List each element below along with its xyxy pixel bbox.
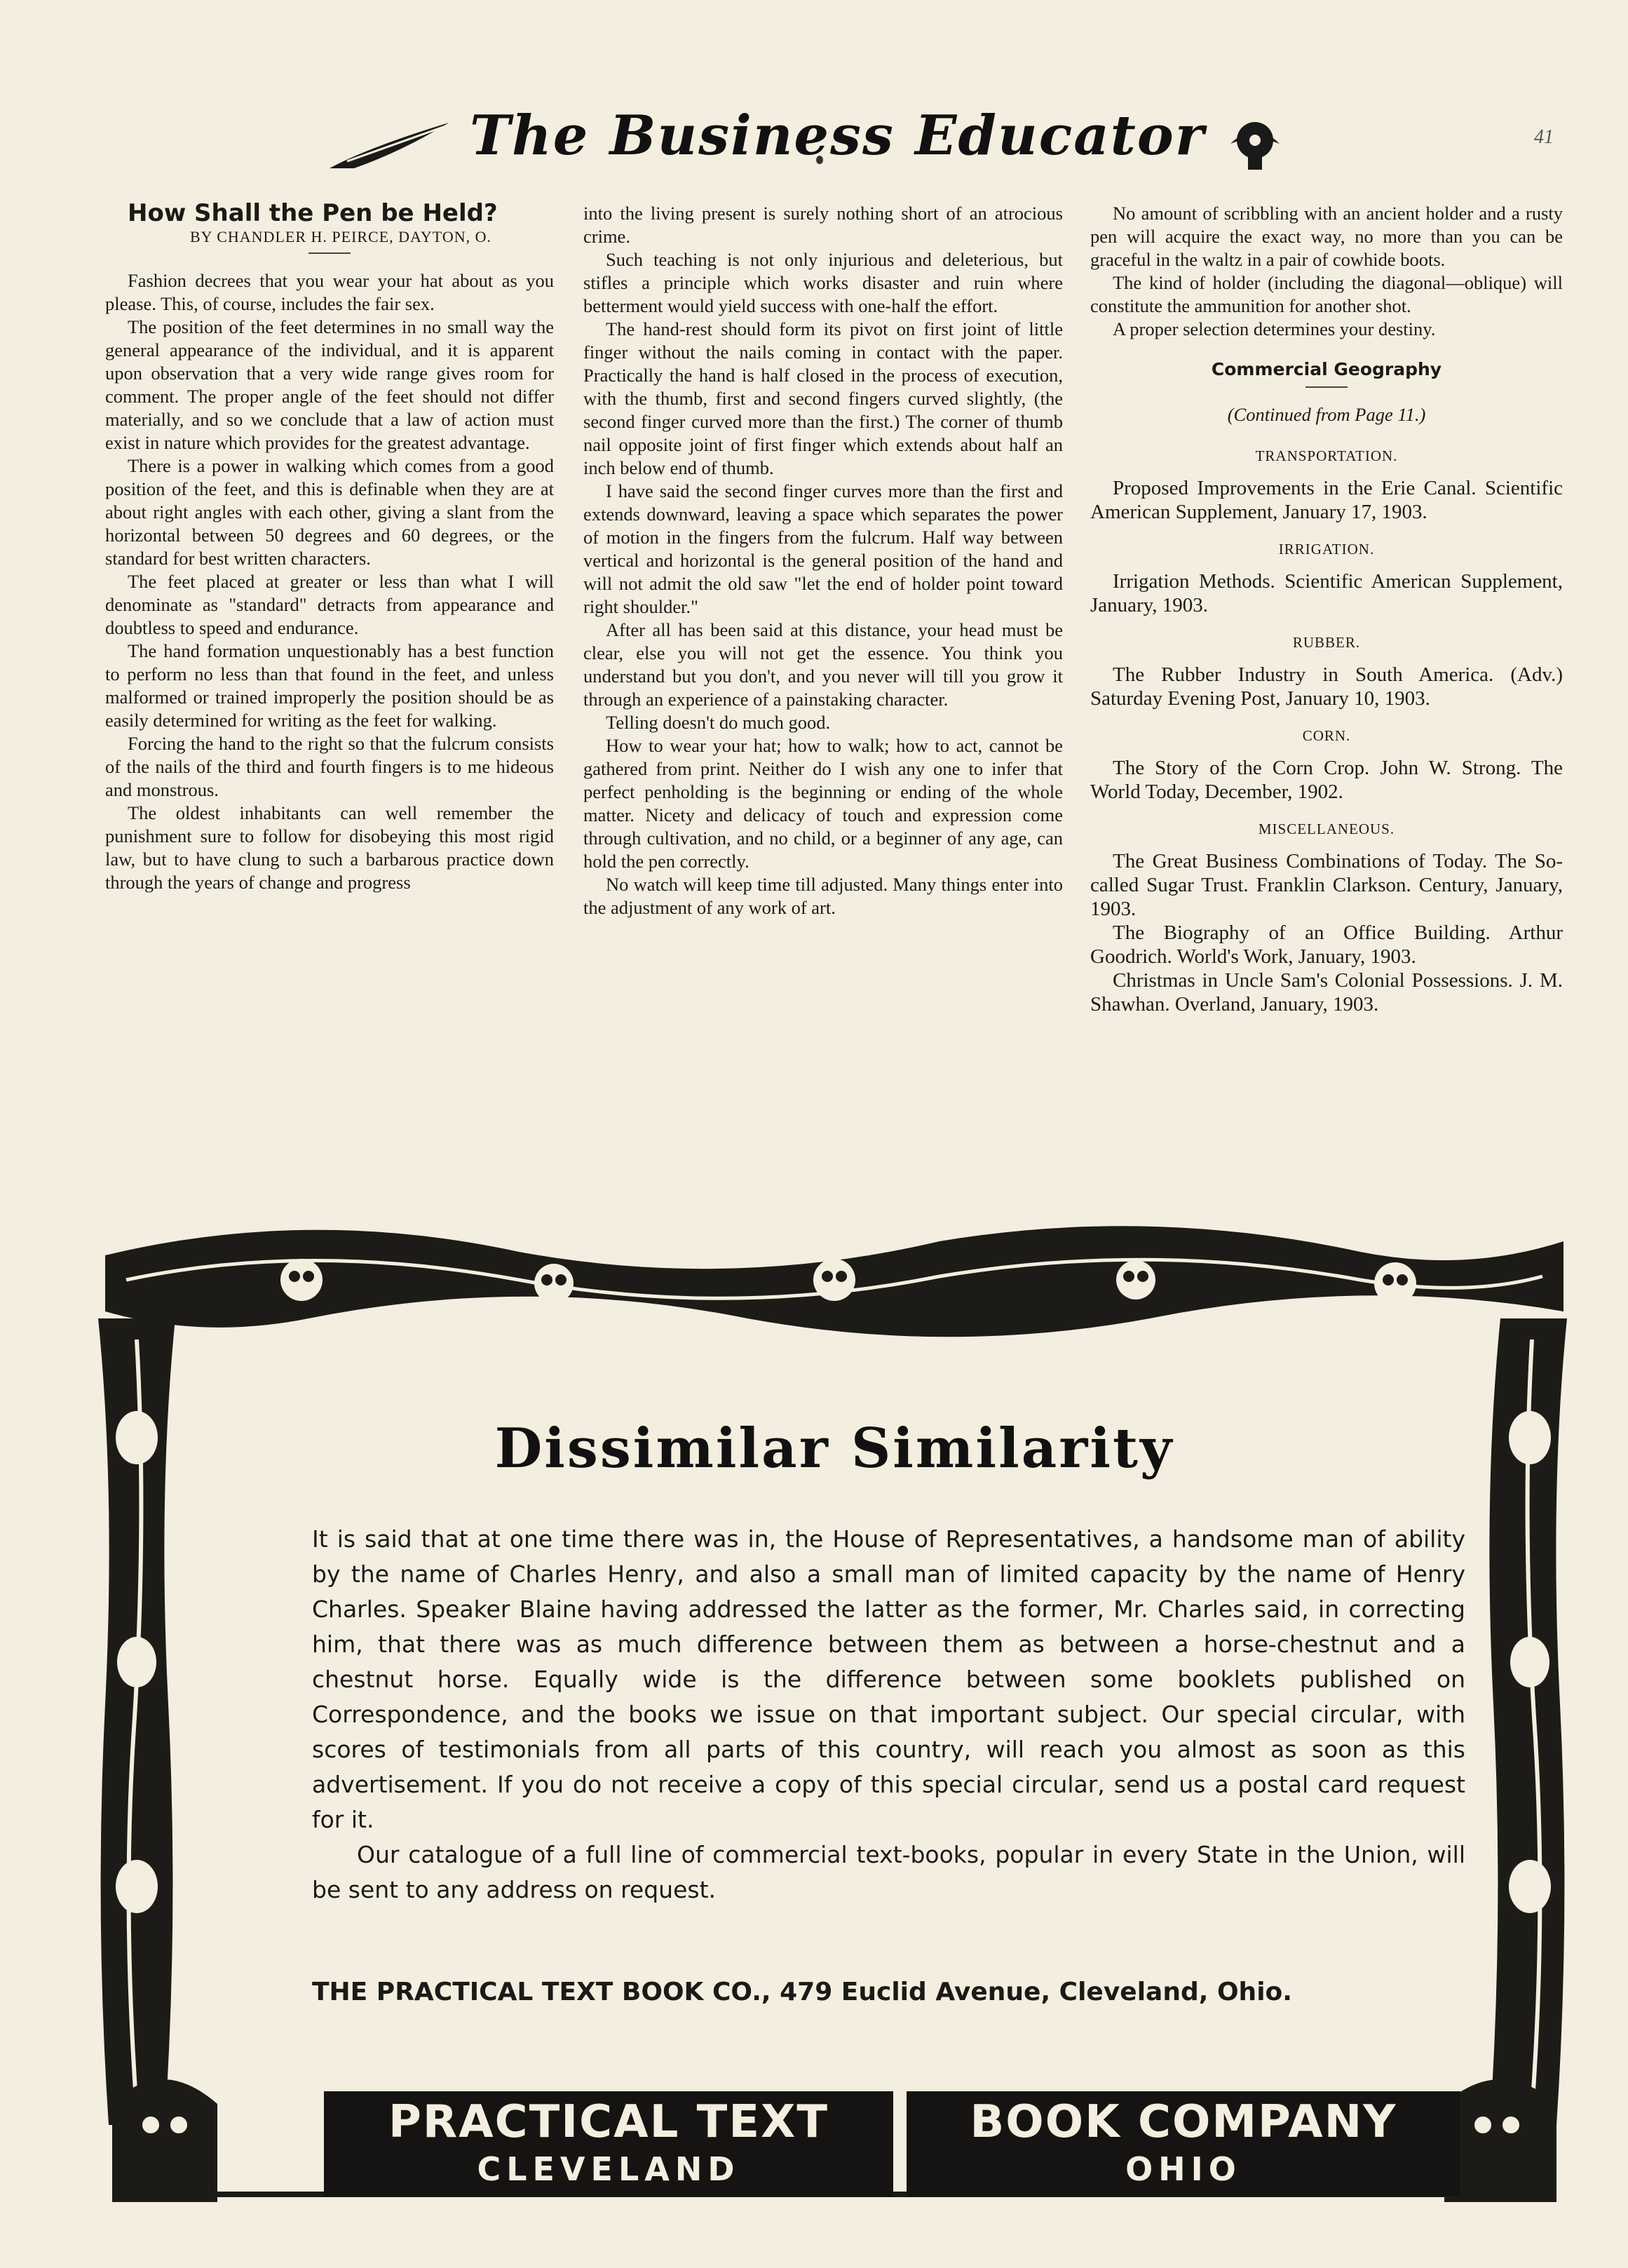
banner-left-top: PRACTICAL TEXT xyxy=(388,2096,829,2148)
ad-body xyxy=(312,1522,1465,1908)
section-heading: RUBBER. xyxy=(1292,634,1361,651)
paragraph: The hand formation unquestionably has a best function to perform no less than that found in the feet, and unless malformed or trained improperly the position should be as easily determined for writing as the feet for walking. xyxy=(105,640,554,731)
reference-entry: Proposed Improvements in the Erie Canal. Scientific American Supplement, January 17, 1903. xyxy=(1090,477,1563,523)
divider xyxy=(308,252,351,254)
paragraph: Telling doesn't do much good. xyxy=(606,712,831,733)
divider xyxy=(1305,386,1348,388)
paragraph: The oldest inhabitants can well remember the punishment sure to follow for disobeying this most rigid law, but to have clung to such a barbarous practice down through the years of change and progress xyxy=(105,802,554,893)
paragraph: The hand-rest should form its pivot on first joint of little finger without the nails coming in contact with the paper. Practically the hand is half closed in the process of execution, with the thumb, first and second fingers curved slightly, (the second finger curved more than the first.) The corner of thumb nail opposite joint of first finger which extends about half an inch below end of thumb. xyxy=(583,318,1063,478)
article-column-2 xyxy=(583,202,1063,919)
section-heading: IRRIGATION. xyxy=(1278,541,1375,558)
banner-right-bottom: OHIO xyxy=(1125,2150,1242,2188)
paragraph: Forcing the hand to the right so that the fulcrum consists of the nails of the third and fourth fingers is to me hideous and monstrous. xyxy=(105,733,554,800)
page-number: 41 xyxy=(1534,126,1554,148)
article-column-1 xyxy=(105,199,554,894)
paragraph: The feet placed at greater or less than what I will denominate as "standard" detracts from appearance and doubtless to speed and endurance. xyxy=(105,571,554,638)
masthead-title: The Business Educator xyxy=(470,104,1205,168)
section-heading: MISCELLANEOUS. xyxy=(1258,821,1395,837)
ad-headline: Dissimilar Similarity xyxy=(494,1417,1174,1480)
quill-pen-icon xyxy=(326,119,452,175)
advertisement xyxy=(98,1213,1571,2265)
paragraph: After all has been said at this distance, your head must be clear, else you will not get the essence. You think you understand but you don't, and you never will till you grow it through an experience of a painstaking character. xyxy=(583,619,1063,710)
reference-entry: The Rubber Industry in South America. (Adv.) Saturday Evening Post, January 10, 1903. xyxy=(1090,663,1563,710)
paragraph: Fashion decrees that you wear your hat about as you please. This, of course, includes the fair sex. xyxy=(105,270,554,314)
masthead xyxy=(0,98,1628,175)
banner-left xyxy=(324,2091,893,2196)
ad-paragraph: It is said that at one time there was in, the House of Representatives, a handsome man of ability by the name of Charles Henry, and also a small man of limited capacity by the name of Henry Charles. Speaker Blaine having addressed the latter as the former, Mr. Charles said, in correcting him, that there was as much difference between them as between a horse-chestnut and a chestnut horse. Equally wide is the difference between some booklets published on Correspondence, and the books we issue on that important subject. Our special circular, with scores of testimonials from all parts of this country, will reach you almost as soon as this advertisement. If you do not receive a copy of this special circular, send us a postal card request for it. xyxy=(312,1525,1465,1833)
reference-entry: The Biography of an Office Building. Arthur Goodrich. World's Work, January, 1903. xyxy=(1090,922,1563,968)
ad-paragraph: Our catalogue of a full line of commercial text-books, popular in every State in the Union, will be sent to any address on request. xyxy=(312,1841,1465,1903)
paragraph: How to wear your hat; how to walk; how to act, cannot be gathered from print. Neither do I wish any one to infer that perfect penholding is the beginning or ending of the whole matter. Nicety and delicacy of touch and expression come through cultivation, and no child, or a beginner of any age, can hold the pen correctly. xyxy=(583,735,1063,872)
banner-right xyxy=(907,2091,1460,2196)
reference-entry: The Story of the Corn Crop. John W. Strong. The World Today, December, 1902. xyxy=(1090,757,1563,803)
section-heading: TRANSPORTATION. xyxy=(1255,447,1398,464)
reference-entry: Christmas in Uncle Sam's Colonial Possessions. J. M. Shawhan. Overland, January, 1903. xyxy=(1090,969,1563,1015)
article-column-3 xyxy=(1090,202,1563,1016)
section-heading: CORN. xyxy=(1302,727,1351,744)
paragraph: I have said the second finger curves more than the first and extends downward, leaving a space which separates the power of motion in the fingers from the fulcrum. Half way between vertical and horizontal is the general position of the hand and will not admit the old saw "let the end of holder point toward right shoulder." xyxy=(583,480,1063,617)
reference-entry: The Great Business Combinations of Today. The So-called Sugar Trust. Franklin Clarkson. Century, January, 1903. xyxy=(1090,850,1563,920)
banner-left-bottom: CLEVELAND xyxy=(477,2150,740,2188)
paragraph: There is a power in walking which comes from a good position of the feet, and this is definable when they are at about right angles with each other, giving a slant from the horizontal between 50 degrees and 60 degrees, or the standard for best written characters. xyxy=(105,455,554,569)
article-title: How Shall the Pen be Held? xyxy=(128,199,498,227)
geography-title: Commercial Geography xyxy=(1211,359,1442,379)
paragraph: A proper selection determines your destiny. xyxy=(1113,318,1436,339)
eagle-ornament-icon xyxy=(1223,112,1287,175)
paragraph: Such teaching is not only injurious and deleterious, but stifles a principle which works disaster and ruin where betterment would yield success with one-half the effort. xyxy=(583,249,1063,316)
banner-right-top: BOOK COMPANY xyxy=(970,2096,1397,2148)
reference-entry: Irrigation Methods. Scientific American Supplement, January, 1903. xyxy=(1090,570,1563,616)
paragraph: The kind of holder (including the diagonal—oblique) will constitute the ammunition for another shot. xyxy=(1090,272,1563,316)
paragraph: into the living present is surely nothing short of an atrocious crime. xyxy=(583,203,1063,247)
article-byline: BY CHANDLER H. PEIRCE, DAYTON, O. xyxy=(189,228,492,245)
ad-address: THE PRACTICAL TEXT BOOK CO., 479 Euclid Avenue, Cleveland, Ohio. xyxy=(312,1978,1292,2006)
paragraph: The position of the feet determines in no small way the general appearance of the individual, and it is apparent upon observation that a very wide range gives room for comment. The proper angle of the feet should not differ materially, and so we conclude that a law of action must exist in nature which provides for the greatest advantage. xyxy=(105,316,554,453)
continued-note: (Continued from Page 11.) xyxy=(1227,404,1426,425)
paragraph: No watch will keep time till adjusted. Many things enter into the adjustment of any work of art. xyxy=(583,874,1063,918)
paragraph: No amount of scribbling with an ancient holder and a rusty pen will acquire the exact way, no more than you can be graceful in the waltz in a pair of cowhide boots. xyxy=(1090,203,1563,270)
